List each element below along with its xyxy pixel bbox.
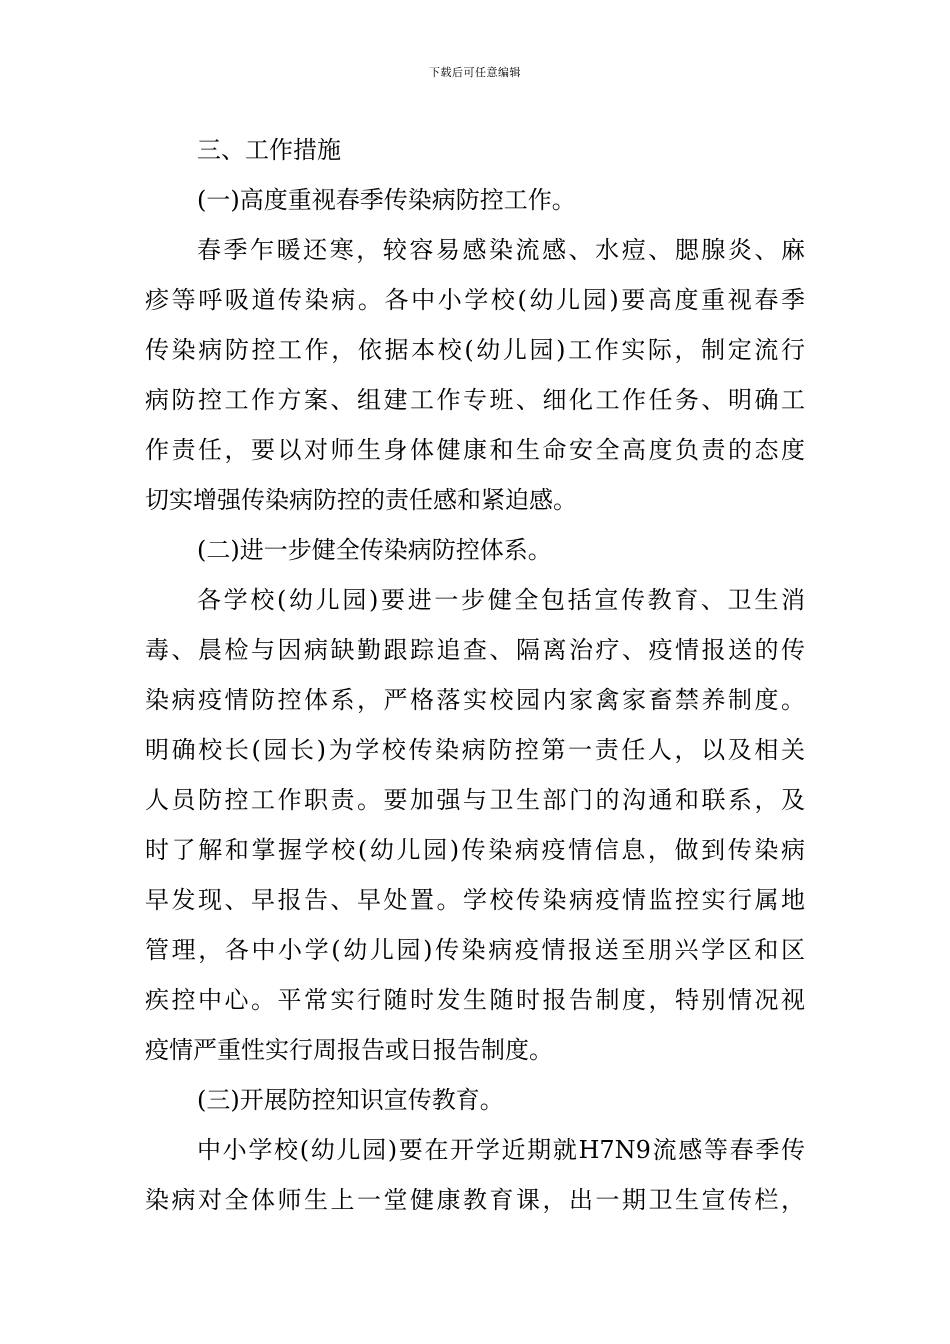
text-line: 染病对全体师生上一堂健康教育课，出一期卫生宣传栏， — [145, 1186, 805, 1214]
text-line: 疫情严重性实行周报告或日报告制度。 — [145, 1036, 553, 1064]
text-line: 三、工作措施 — [197, 136, 341, 164]
text-line: 传染病防控工作，依据本校(幼儿园)工作实际，制定流行 — [145, 336, 805, 364]
text-line: 病防控工作方案、组建工作专班、细化工作任务、明确工 — [145, 386, 805, 414]
text-line: 早发现、早报告、早处置。学校传染病疫情监控实行属地 — [145, 886, 805, 914]
text-line: 人员防控工作职责。要加强与卫生部门的沟通和联系，及 — [145, 786, 805, 814]
page-header: 下载后可任意编辑 — [429, 66, 521, 79]
text-line: 中小学校(幼儿园)要在开学近期就H7N9流感等春季传 — [197, 1136, 805, 1164]
text-line: 春季乍暖还寒，较容易感染流感、水痘、腮腺炎、麻 — [197, 236, 805, 264]
document-body — [145, 125, 805, 1225]
text-line: (三)开展防控知识宣传教育。 — [197, 1086, 504, 1114]
text-line: 毒、晨检与因病缺勤跟踪追查、隔离治疗、疫情报送的传 — [145, 636, 805, 664]
text-line: 明确校长(园长)为学校传染病防控第一责任人，以及相关 — [145, 736, 805, 764]
text-line: 疾控中心。平常实行随时发生随时报告制度，特别情况视 — [145, 986, 805, 1014]
text-line: (一)高度重视春季传染病防控工作。 — [197, 186, 576, 214]
text-line: 染病疫情防控体系，严格落实校园内家禽家畜禁养制度。 — [145, 686, 805, 714]
text-line: 切实增强传染病防控的责任感和紧迫感。 — [145, 486, 577, 514]
text-line: 时了解和掌握学校(幼儿园)传染病疫情信息，做到传染病 — [145, 836, 805, 864]
text-line: 疹等呼吸道传染病。各中小学校(幼儿园)要高度重视春季 — [145, 286, 805, 314]
text-line: 各学校(幼儿园)要进一步健全包括宣传教育、卫生消 — [197, 586, 805, 614]
text-line: (二)进一步健全传染病防控体系。 — [197, 536, 552, 564]
text-line: 管理，各中小学(幼儿园)传染病疫情报送至朋兴学区和区 — [145, 936, 805, 964]
text-line: 作责任，要以对师生身体健康和生命安全高度负责的态度 — [145, 436, 805, 464]
